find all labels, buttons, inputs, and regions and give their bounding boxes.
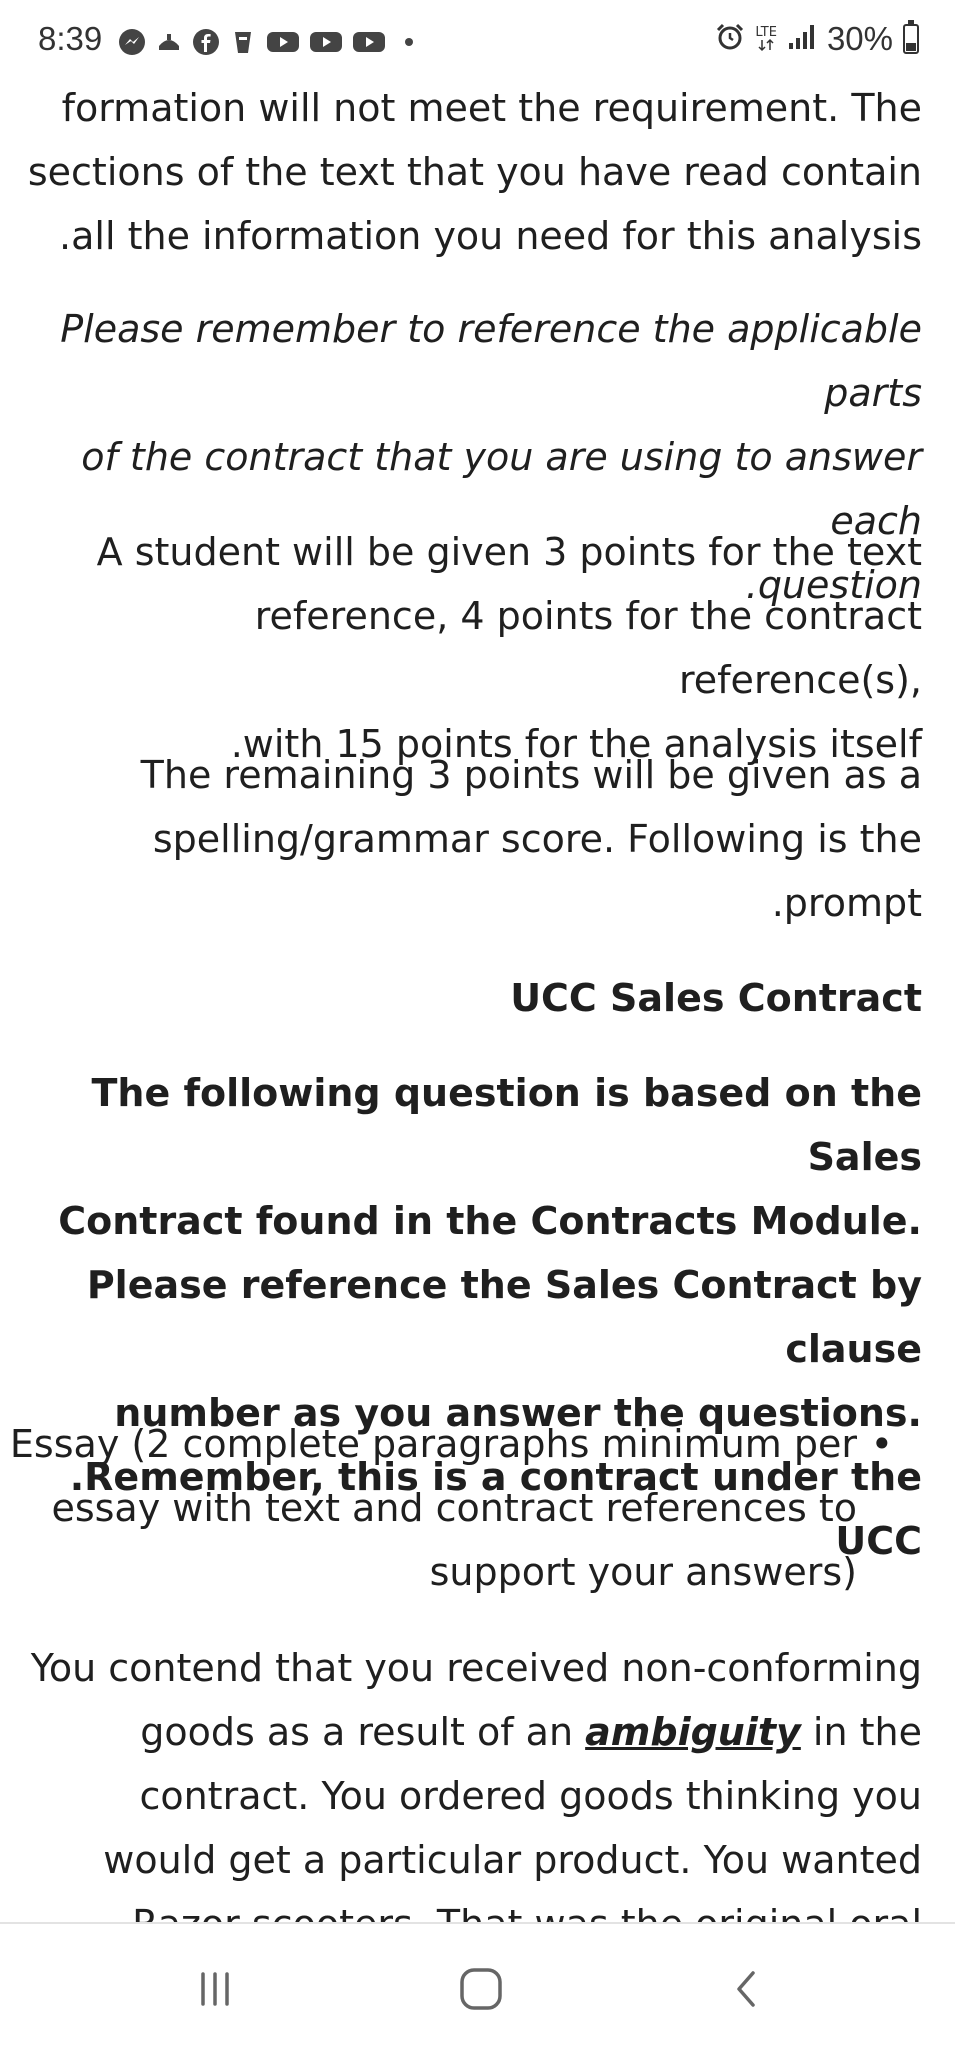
text-line: reference, 4 points for the contract reference(s), — [254, 594, 922, 702]
text-line: Please remember to reference the applicable parts — [60, 307, 922, 415]
paragraph-points — [0, 520, 922, 776]
battery-level-fill — [906, 43, 916, 51]
text-line: Essay (2 complete paragraphs minimum per — [9, 1422, 857, 1466]
text-line: .prompt — [771, 881, 922, 925]
text-line: Please reference the Sales Contract by clause — [86, 1263, 922, 1371]
text-line: goods as a result of an — [140, 1710, 586, 1754]
text-line: support your answers) — [429, 1550, 857, 1594]
text-line: .question — [745, 563, 922, 607]
text-line: in the — [800, 1710, 922, 1754]
text-line: .all the information you need for this analysis — [59, 214, 922, 258]
text-line: number as you answer the questions. — [114, 1391, 922, 1435]
text-line: contract. You ordered goods thinking you — [139, 1774, 922, 1818]
battery-percent: 30% — [826, 20, 893, 57]
text-line: .with 15 points for the analysis itself — [230, 722, 922, 766]
system-indicators — [715, 20, 919, 58]
text-line: The remaining 3 points will be given as a — [140, 753, 922, 797]
paragraph-requirement — [28, 76, 922, 268]
network-type-label: LTE — [755, 25, 777, 40]
youtube-icon — [352, 28, 386, 56]
paragraph-grammar-score — [141, 743, 922, 935]
bullet-marker: • — [870, 1422, 893, 1466]
text-line: essay with text and contract references to — [51, 1486, 857, 1530]
text-line: spelling/grammar score. Following is the — [152, 817, 922, 861]
bullet-text — [10, 1412, 857, 1604]
youtube-icon — [266, 28, 300, 56]
battery-icon — [903, 24, 919, 54]
text-line: A student will be given 3 points for the text — [96, 530, 922, 574]
alarm-icon — [715, 22, 745, 56]
cup-app-icon — [229, 28, 257, 56]
text-line: You contend that you received non-conforming — [30, 1646, 922, 1690]
notification-icons — [118, 26, 413, 58]
home-icon — [457, 1965, 505, 2013]
emphasized-term: ambiguity — [585, 1710, 801, 1754]
text-line: sections of the text that you have read contain — [27, 150, 922, 194]
home-button[interactable] — [446, 1954, 516, 2024]
recent-apps-button[interactable] — [180, 1954, 250, 2024]
recent-apps-icon — [193, 1967, 237, 2011]
text-line: would get a particular product. You wanted — [103, 1838, 922, 1882]
text-line: The following question is based on the Sales — [91, 1071, 922, 1179]
heading-text: UCC Sales Contract — [510, 976, 922, 1020]
facebook-icon — [192, 28, 220, 56]
more-notifications-icon — [405, 38, 413, 46]
signal-icon — [787, 23, 817, 55]
text-line: of the contract that you are using to answer each — [81, 435, 922, 543]
mosque-app-icon — [155, 28, 183, 56]
lte-icon — [755, 27, 777, 51]
text-line: Contract found in the Contracts Module. — [58, 1199, 922, 1243]
section-heading — [510, 966, 922, 1030]
status-bar — [0, 0, 955, 82]
text-line: .Remember, this is a contract under the UCC — [69, 1455, 922, 1563]
back-button[interactable] — [712, 1954, 782, 2024]
status-time: 8:39 — [38, 20, 103, 57]
back-icon — [725, 1967, 769, 2011]
youtube-icon — [309, 28, 343, 56]
text-line: formation will not meet the requirement. The — [61, 86, 922, 130]
paragraph-scenario — [31, 1636, 922, 1956]
navigation-bar — [0, 1922, 955, 2048]
messenger-icon — [118, 28, 146, 56]
